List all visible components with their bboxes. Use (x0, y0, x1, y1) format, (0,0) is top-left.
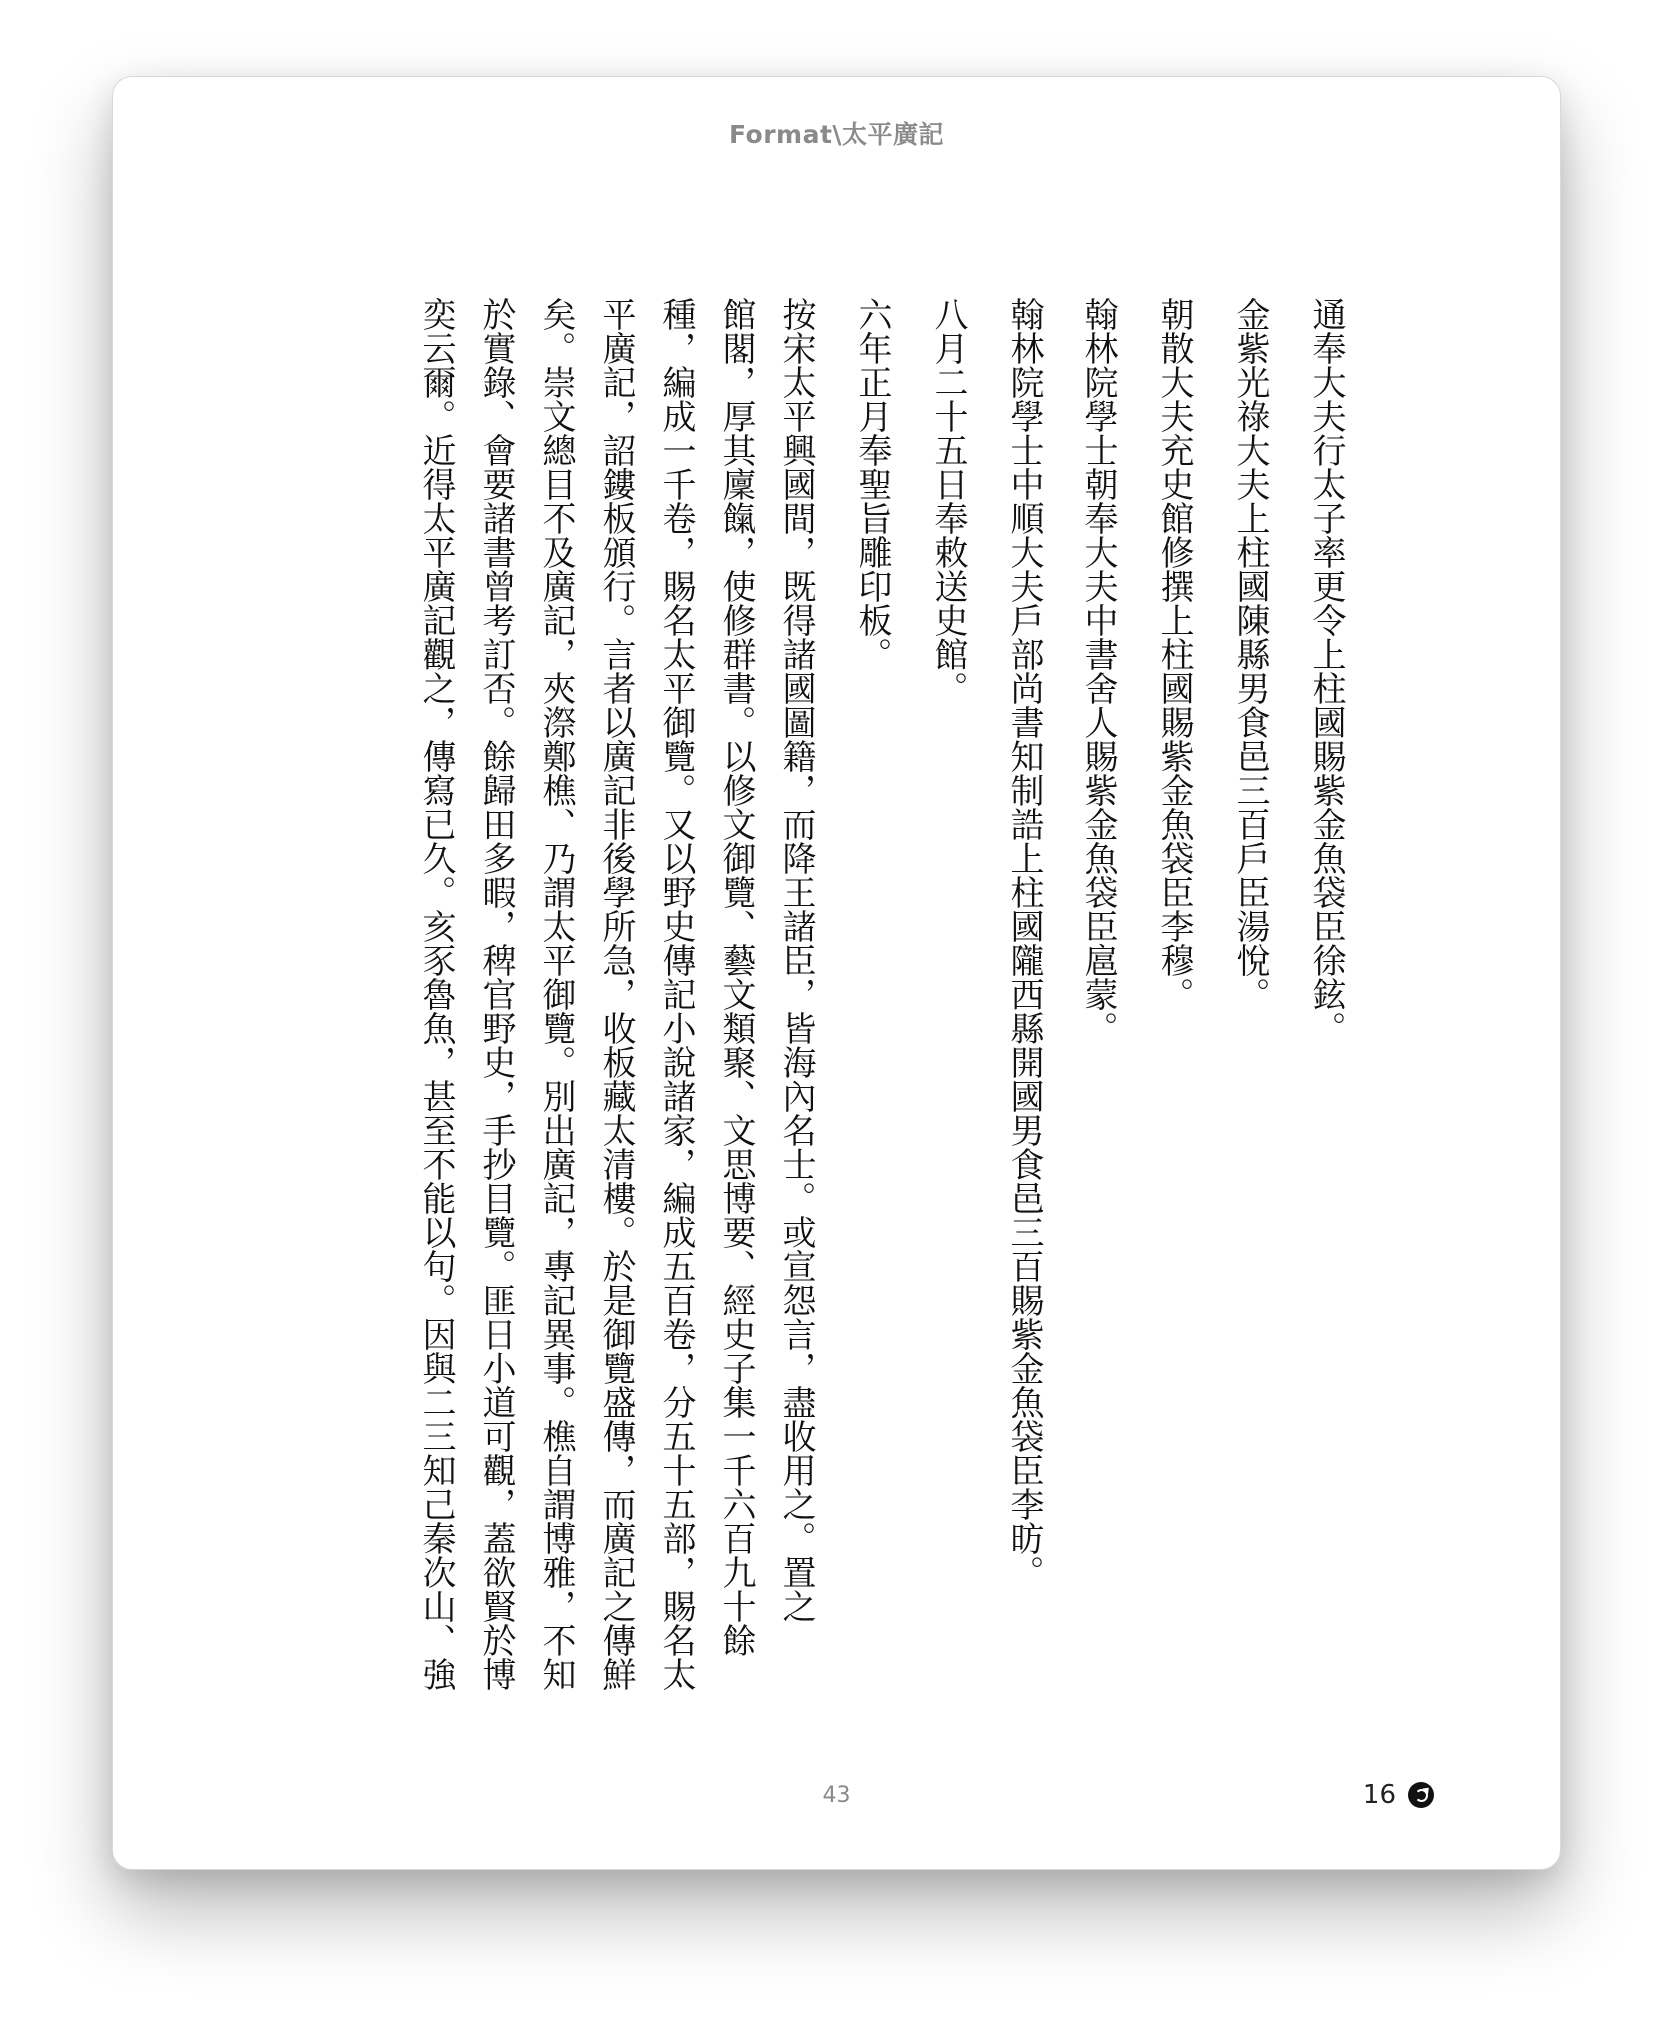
text-column-14: 奕云爾。近得太平廣記觀之，傳寫已久。亥豕魯魚，甚至不能以句。因與二三知己秦次山、強 (416, 297, 456, 1691)
text-column-3: 朝散大夫充史館修撰上柱國賜紫金魚袋臣李穆。 (1154, 297, 1194, 1011)
text-column-2: 金紫光祿大夫上柱國陳縣男食邑三百戶臣湯悅。 (1230, 297, 1270, 1011)
reader-window (112, 76, 1561, 1870)
arrow-circle-icon (1408, 1782, 1434, 1808)
page-number: 43 (822, 1783, 851, 1808)
book-title: Format\太平廣記 (728, 120, 945, 149)
text-column-13: 於實錄、會要諸書曾考訂否。餘歸田多暇，稗官野史，手抄目覽。匪日小道可觀，蓋欲賢於博 (476, 297, 516, 1691)
pages-left-count: 16 (1362, 1780, 1396, 1810)
text-page (355, 297, 1355, 1757)
text-column-4: 翰林院學士朝奉大夫中書舍人賜紫金魚袋臣扈蒙。 (1078, 297, 1118, 1045)
pages-left-indicator[interactable] (1363, 1780, 1434, 1810)
text-column-8: 按宋太平興國間，既得諸國圖籍，而降王諸臣，皆海內名士。或宣怨言，盡收用之。置之 (776, 297, 816, 1623)
text-column-11: 平廣記，詔鏤板頒行。言者以廣記非後學所急，收板藏太清樓。於是御覽盛傳，而廣記之傳鮮 (596, 297, 636, 1691)
text-column-10: 種，編成一千卷，賜名太平御覽。又以野史傳記小說諸家，編成五百卷，分五十五部，賜名太 (656, 297, 696, 1691)
text-column-1: 通奉大夫行太子率更令上柱國賜紫金魚袋臣徐鉉。 (1306, 297, 1346, 1045)
text-column-7: 六年正月奉聖旨雕印板。 (852, 297, 892, 671)
text-column-9: 館閣，厚其廩餼，使修群書。以修文御覽、藝文類聚、文思博要、經史子集一千六百九十餘 (716, 297, 756, 1657)
text-column-12: 矣。崇文總目不及廣記，夾漈鄭樵、乃謂太平御覽。別出廣記，專記異事。樵自謂博雅，不知 (536, 297, 576, 1691)
text-column-5: 翰林院學士中順大夫戶部尚書知制誥上柱國隴西縣開國男食邑三百賜紫金魚袋臣李昉。 (1004, 297, 1044, 1589)
text-column-6: 八月二十五日奉敕送史館。 (928, 297, 968, 705)
